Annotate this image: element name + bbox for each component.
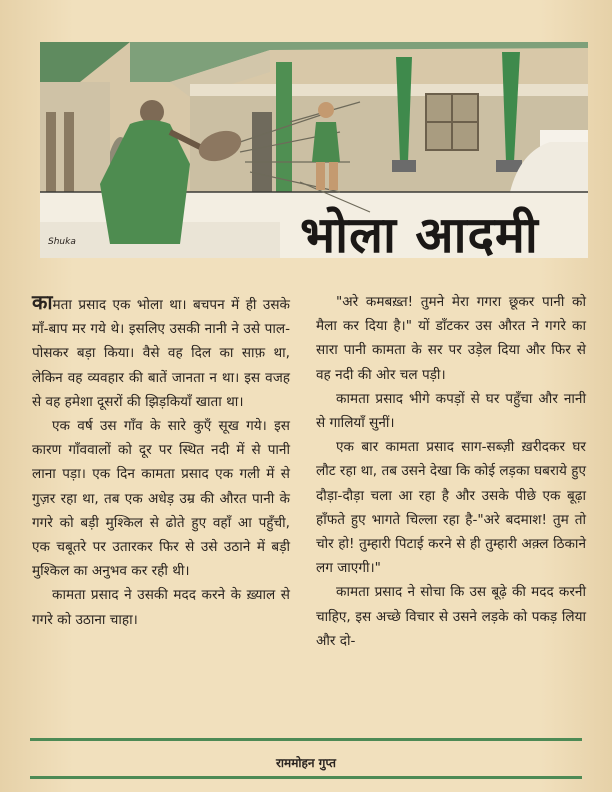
right-column xyxy=(316,290,586,653)
footer-rule-top xyxy=(30,738,582,741)
paragraph-5: कामता प्रसाद भीगे कपड़ों से घर पहुँचा और नानी से गालियाँ सुनीं। xyxy=(316,390,586,432)
paragraph-1: कामता प्रसाद एक भोला था। बचपन में ही उसके माँ-बाप मर गये थे। इसलिए उसकी नानी ने उसे पाल-पोसकर बड़ा किया। वैसे वह दिल का साफ़ था, लेकिन वह व्यवहार की बातें जानता न था। इस वजह से वह हमेशा दूसरों की झिड़कियाँ खाता था। xyxy=(32,290,290,410)
paragraph-7: कामता प्रसाद ने सोचा कि उस बूढ़े की मदद करनी चाहिए, इस अच्छे विचार से उसने लड़के को पकड़ लिया और दो- xyxy=(316,584,586,649)
paragraph-6: एक बार कामता प्रसाद साग-सब्ज़ी ख़रीदकर घर लौट रहा था, तब उसने देखा कि कोई लड़का घबराये हुए दौड़ा-दौड़ा चला आ रहा है और उसके पीछे एक बूढ़ा हाँफते हुए भागते चिल्ला रहा है-"अरे बदमाश! तुम तो चोर हो! तुम्हारी पिटाई करने से ही तुम्हारी अक़्ल ठिकाने लग जाएगी।" xyxy=(316,439,586,577)
paragraph-2: एक वर्ष उस गाँव के सारे कुएँ सूख गये। इस कारण गाँववालों को दूर पर स्थित नदी में से पानी लाना पड़ा। एक दिन कामता प्रसाद एक गली में से गुज़र रहा था, तब एक अधेड़ उम्र की औरत पानी के गगरे को बड़ी मुश्किल से ढोते हुए वहाँ आ पहुँची, एक चबूतरे पर उतारकर फिर से उसे उठाने में बड़ी मुश्किल का अनुभव कर रही थी। xyxy=(32,418,290,580)
story-title: भोला आदमी xyxy=(300,206,539,264)
author-name: राममोहन गुप्त xyxy=(276,756,336,770)
drop-cap: का xyxy=(32,290,53,314)
paragraph-4: "अरे कमबख़्त! तुमने मेरा गगरा छूकर पानी को मैला कर दिया है।" यों डाँटकर उस औरत ने गगरे का सारा पानी कामता के सर पर उड़ेल दिया और फिर से वह नदी की ओर चल पड़ी। xyxy=(316,294,586,383)
left-column xyxy=(32,290,290,632)
illustrator-signature: Shuka xyxy=(48,237,76,247)
footer-rule-bottom xyxy=(30,776,582,779)
paragraph-3: कामता प्रसाद ने उसकी मदद करने के ख़्याल से गगरे को उठाना चाहा। xyxy=(32,587,290,628)
